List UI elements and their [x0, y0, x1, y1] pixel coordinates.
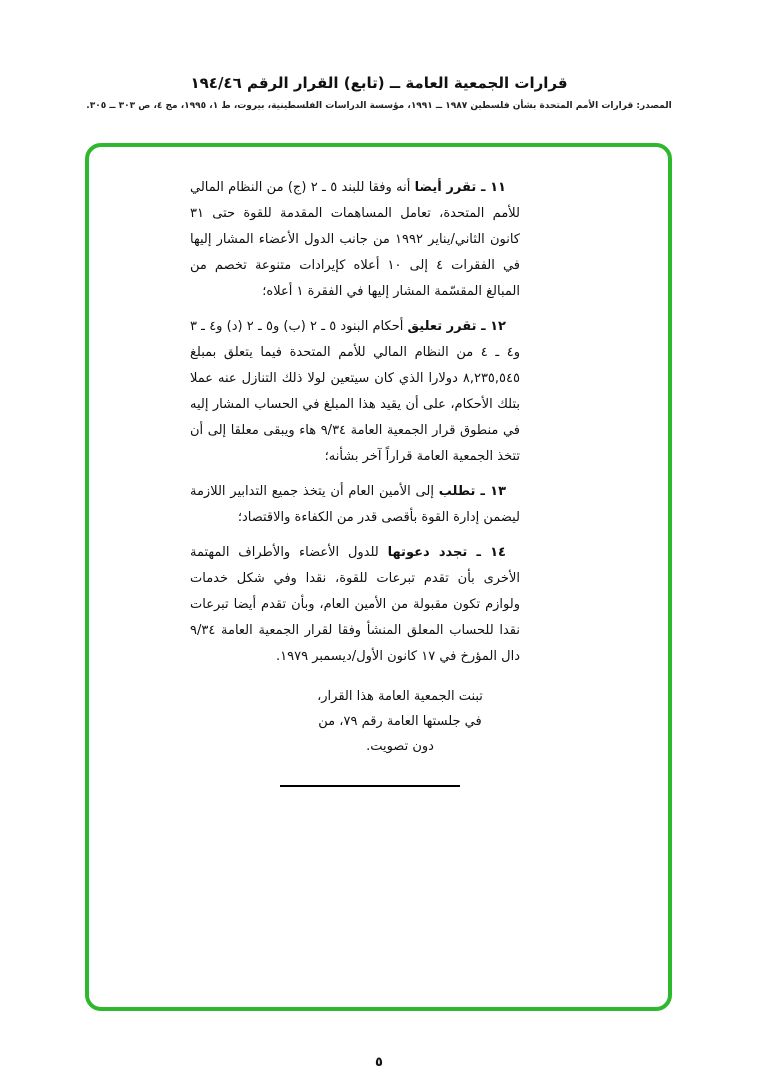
closing-line: دون تصويت. — [366, 739, 434, 754]
closing-statement — [190, 684, 520, 759]
paragraph-11-lead: ١١ ـ تقرر أيضا — [414, 180, 506, 195]
paragraph-13-text: إلى الأمين العام أن يتخذ جميع التدابير اللازمة ليضمن إدارة القوة بأقصى قدر من الكفاءة والاقتصاد؛ — [190, 484, 520, 525]
paragraph-11 — [190, 175, 520, 305]
paragraph-14-text: للدول الأعضاء والأطراف المهتمة الأخرى بأن تقدم تبرعات للقوة، نقدا وفي شكل خدمات ولوازم تكون مقبولة من الأمين العام، وبأن تقدم أيضا تبرعات نقدا للحساب المعلق المنشأ وفقا لقرار الجمعية العامة ٩/٣٤ دال المؤرخ في ١٧ كانون الأول/ديسمبر ١٩٧٩. — [190, 545, 520, 664]
page-number: ٥ — [375, 1055, 383, 1070]
end-rule — [280, 785, 460, 787]
page-title: قرارات الجمعية العامة ــ (تابع) القرار الرقم ١٩٤/٤٦ — [190, 74, 568, 92]
resolution-box — [85, 143, 672, 1011]
paragraph-12-lead: ١٢ ـ تقرر تعليق — [407, 319, 506, 334]
paragraph-11-text: أنه وفقا للبند ٥ ـ ٢ (ج) من النظام المالي للأمم المتحدة، تعامل المساهمات المقدمة للقوة حتى ٣١ كانون الثاني/يناير ١٩٩٢ من جانب الدول الأعضاء المشار إليها في الفقرات ٤ إلى ١٠ أعلاه كإيرادات متنوعة تخصم من المبالغ المقسّمة المشار إليها في الفقرة ١ أعلاه؛ — [190, 180, 521, 299]
paragraph-14 — [190, 540, 520, 670]
closing-line: في جلستها العامة رقم ٧٩، من — [318, 714, 482, 729]
paragraph-12 — [190, 314, 520, 470]
paragraph-13 — [190, 479, 520, 531]
closing-line: تبنت الجمعية العامة هذا القرار، — [317, 689, 483, 704]
paragraph-14-lead: ١٤ ـ تجدد دعوتها — [387, 545, 506, 560]
source-line: المصدر: قرارات الأمم المتحدة بشأن فلسطين ١٩٨٧ ــ ١٩٩١، مؤسسة الدراسات الفلسطينية، بيروت، ط ١، ١٩٩٥، مج ٤، ص ٣٠٣ ــ ٣٠٥. — [86, 101, 672, 111]
paragraph-13-lead: ١٣ ـ تطلب — [438, 484, 507, 499]
resolution-text — [89, 147, 668, 787]
paragraph-12-text: أحكام البنود ٥ ـ ٢ (ب) و٥ ـ ٢ (د) و٤ ـ ٣ و٤ ـ ٤ من النظام المالي للأمم المتحدة فيما يتعلق بمبلغ ٨,٢٣٥,٥٤٥ دولارا الذي كان سيتعين لولا ذلك التنازل عنه عملا بتلك الأحكام، على أن يقيد هذا المبلغ في الحساب المشار إليه في منطوق قرار الجمعية العامة ٩/٣٤ هاء ويبقى معلقا إلى أن تتخذ الجمعية العامة قراراً آخر بشأنه؛ — [190, 319, 521, 464]
